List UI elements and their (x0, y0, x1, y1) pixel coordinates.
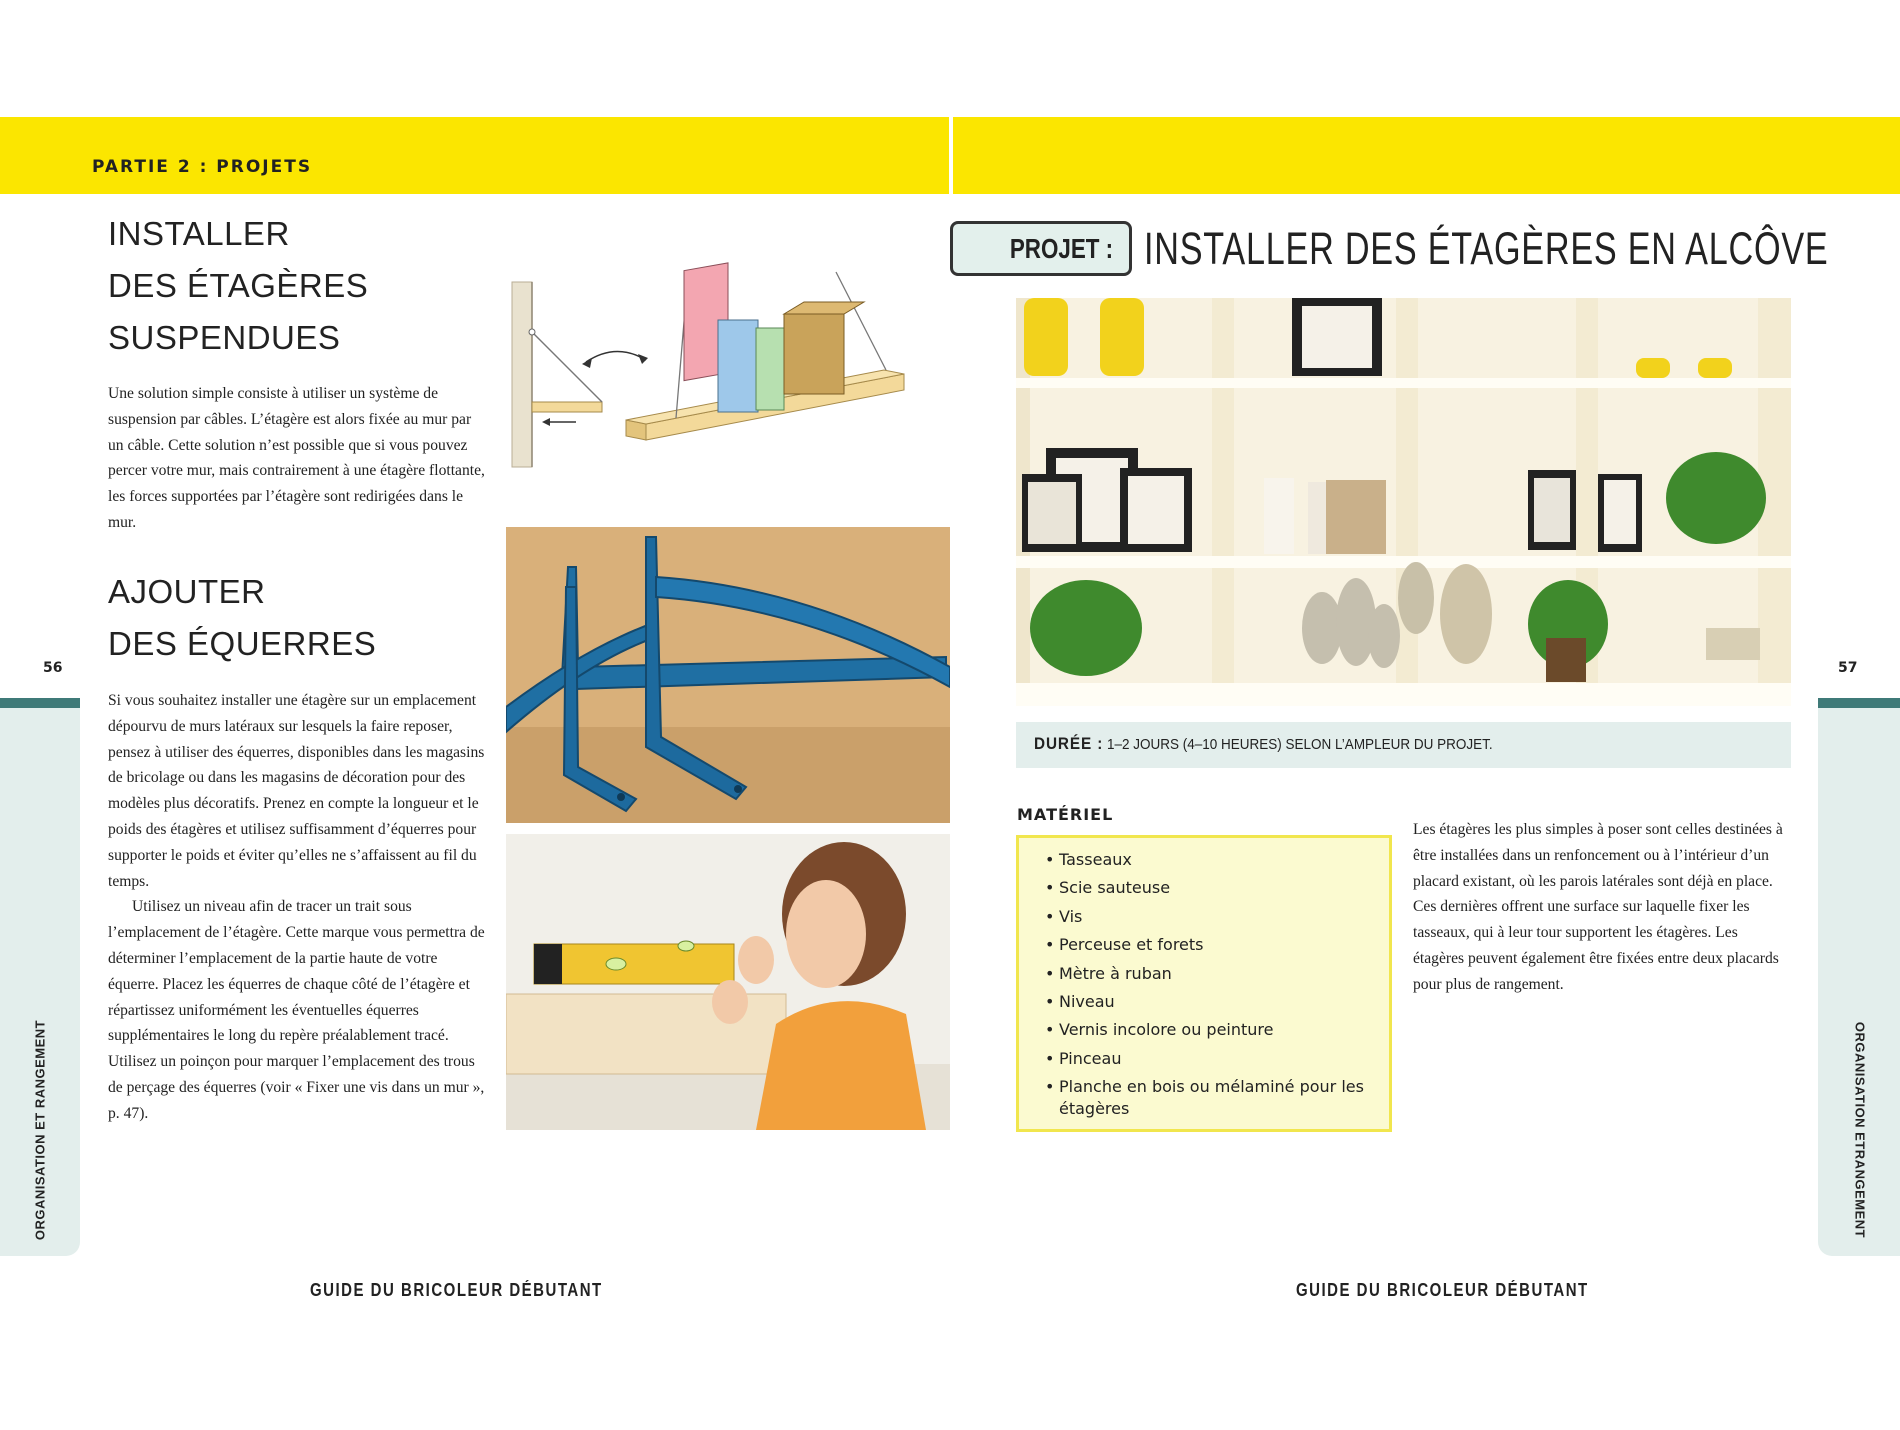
suspended-shelf-illustration (506, 262, 946, 472)
projet-title: INSTALLER DES ÉTAGÈRES EN ALCÔVE (1144, 223, 1829, 274)
section-title-brackets: AJOUTER DES ÉQUERRES (108, 573, 377, 662)
duree-value: 1–2 JOURS (4–10 HEURES) SELON L’AMPLEUR DU PROJET. (1103, 736, 1493, 753)
materiel-item: • Planche en bois ou mélaminé pour les étagères (1045, 1076, 1380, 1120)
page-number-right: 57 (1838, 660, 1858, 676)
alcove-shelves-text: Les étagères les plus simples à poser sont celles destinées à être installées dans un renfoncement ou à l’intérieur d’un placard existant, où les parois latérales sont déjà en place. Ces dernières offrent une surface sur laquelle fixer les tasseaux, qui à leur tour supportent les étagères. Les étagères peuvent également être fixées entre deux placards pour plus de rangement. (1413, 821, 1783, 993)
part-label: PARTIE 2 : PROJETS (92, 157, 313, 177)
side-label-left: ORGANISATION ET RANGEMENT (32, 1019, 48, 1241)
duree-text (1034, 734, 1493, 754)
duree-bar (1016, 722, 1791, 768)
projet-tag (950, 221, 1132, 276)
materiel-item: • Pinceau (1045, 1048, 1380, 1070)
side-label-right: ORGANISATION ETRANGEMENT (1852, 1021, 1868, 1239)
materiel-box (1016, 835, 1392, 1132)
materiel-item: • Perceuse et forets (1045, 934, 1380, 956)
materiel-title: MATÉRIEL (1017, 805, 1114, 824)
duree-label: DURÉE : (1034, 734, 1104, 753)
section-text-brackets (108, 688, 488, 1127)
section-text-suspended-shelves: Une solution simple consiste à utiliser un système de suspension par câbles. L’étagère est alors fixée au mur par un câble. Cette solution n’est possible que si vous pouvez percer votre mur, mais contrairement à une étagère flottante, les forces supportées par l’étagère sont redirigées dans le mur. (108, 385, 485, 531)
materiel-item: • Tasseaux (1045, 849, 1380, 871)
materiel-item: • Vis (1045, 906, 1380, 928)
brackets-paragraph-1: Si vous souhaitez installer une étagère sur un emplacement dépourvu de murs latéraux sur lesquels la faire reposer, pensez à utiliser des équerres, disponibles dans les magasins de bricolage ou dans les magasins de décoration pour des modèles plus décoratifs. Prenez en compte la longueur et le poids des étagères et utilisez suffisamment d’équerres pour supporter le poids et éviter qu’elles ne s’affaissent au fil du temps. (108, 692, 485, 890)
level-photo (506, 834, 950, 1130)
materiel-item: • Scie sauteuse (1045, 877, 1380, 899)
brackets-photo (506, 527, 950, 823)
materiel-item: • Niveau (1045, 991, 1380, 1013)
materiel-item: • Vernis incolore ou peinture (1045, 1019, 1380, 1041)
alcove-shelves-photo (1016, 298, 1791, 706)
footer-left: GUIDE DU BRICOLEUR DÉBUTANT (310, 1280, 603, 1301)
header-band-left (0, 117, 949, 194)
footer-right: GUIDE DU BRICOLEUR DÉBUTANT (1296, 1280, 1589, 1301)
projet-label: PROJET : (1009, 233, 1113, 264)
materiel-list (1045, 849, 1380, 1127)
header-band-right (953, 117, 1900, 194)
section-title-suspended-shelves: INSTALLER DES ÉTAGÈRES SUSPENDUES (108, 215, 369, 356)
page-number-left: 56 (43, 660, 63, 676)
materiel-item: • Mètre à ruban (1045, 963, 1380, 985)
brackets-paragraph-2: Utilisez un niveau afin de tracer un trait sous l’emplacement de l’étagère. Cette marque vous permettra de déterminer l’emplacement de la partie haute de votre équerre. Placez les équerres de chaque côté de l’étagère et répartissez uniformément les éventuelles équerres supplémentaires le long du repère préalablement tracé. Utilisez un poinçon pour marquer l’emplacement des trous de perçage des équerres (voir « Fixer une vis dans un mur », p. 47). (108, 898, 485, 1122)
